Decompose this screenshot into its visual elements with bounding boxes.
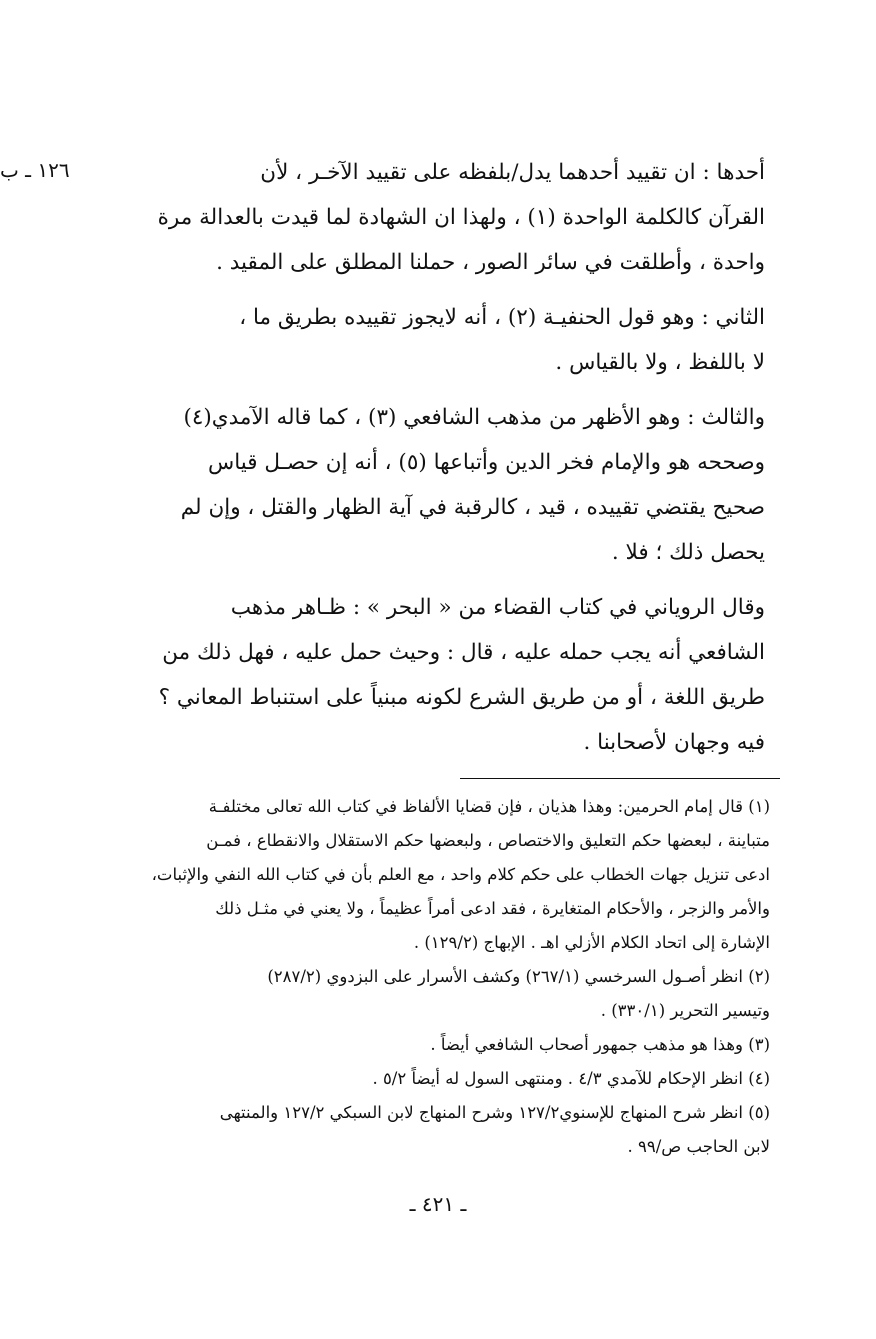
paragraph-first [120,150,765,285]
text-line: والثالث : وهو الأظهر من مذهب الشافعي (٣) ، كما قاله الآمدي(٤) [183,405,765,430]
footnote-divider [460,778,780,779]
footnote-line: وتيسير التحرير (٣٣٠/١) . [600,1001,770,1020]
paragraph-fourth [120,585,765,765]
text-line: أحدها : ان تقييد أحدهما يدل/بلفظه على تقييد الآخـر ، لأن [260,160,765,185]
footnote-line: (١) قال إمام الحرمين: وهذا هذيان ، فإن قضايا الألفاظ في كتاب الله تعالى مختلفـة [208,797,770,816]
footnote-line: (٣) وهذا هو مذهب جمهور أصحاب الشافعي أيضاً . [430,1035,770,1054]
main-text [120,150,765,765]
text-line: صحيح يقتضي تقييده ، قيد ، كالرقبة في آية الظهار والقتل ، وإن لم [180,495,765,520]
footnotes [120,790,770,1164]
text-line: وصححه هو والإمام فخر الدين وأتباعها (٥) ، أنه إن حصـل قياس [208,450,765,475]
text-line: الشافعي أنه يجب حمله عليه ، قال : وحيث حمل عليه ، فهل ذلك من [162,640,765,665]
text-line: طريق اللغة ، أو من طريق الشرع لكونه مبنياً على استنباط المعاني ؟ [158,685,765,710]
footnote-line: (٢) انظر أصـول السرخسي (٢٦٧/١) وكشف الأسرار على البزدوي (٢٨٧/٢) [267,967,770,986]
paragraph-second [120,295,765,385]
margin-folio-note: ١٢٦ ـ ب [0,158,70,182]
footnote-line: ادعى تنزيل جهات الخطاب على حكم كلام واحد ، مع العلم بأن في كتاب الله النفي والإثبات، [151,865,770,884]
paragraph-third [120,395,765,575]
text-line: فيه وجهان لأصحابنا . [583,730,765,755]
footnote-line: والأمر والزجر ، والأحكام المتغايرة ، فقد ادعى أمراً عظيماً ، ولا يعني في مثـل ذلك [215,899,770,918]
text-line: وقال الروياني في كتاب القضاء من « البحر » : ظـاهر مذهب [230,595,765,620]
text-line: يحصل ذلك ؛ فلا . [611,540,765,565]
footnote-line: الإشارة إلى اتحاد الكلام الأزلي اهـ . الإبهاج (١٢٩/٢) . [413,933,770,952]
text-line: لا باللفظ ، ولا بالقياس . [555,350,765,375]
text-line: الثاني : وهو قول الحنفيـة (٢) ، أنه لايجوز تقييده بطريق ما ، [239,305,765,330]
text-line: القرآن كالكلمة الواحدة (١) ، ولهذا ان الشهادة لما قيدت بالعدالة مرة [157,205,765,230]
footnote-line: متباينة ، لبعضها حكم التعليق والاختصاص ، ولبعضها حكم الاستقلال والانقطاع ، فمـن [206,831,770,850]
footnote-line: (٤) انظر الإحكام للآمدي ٤/٣ . ومنتهى السول له أيضاً ٥/٢ . [372,1069,770,1088]
footnote-line: (٥) انظر شرح المنهاج للإسنوي١٢٧/٢ وشرح المنهاج لابن السبكي ١٢٧/٢ والمنتهى [219,1103,770,1122]
text-line: واحدة ، وأطلقت في سائر الصور ، حملنا المطلق على المقيد . [216,250,765,275]
footnote-line: لابن الحاجب ص/٩٩ . [627,1137,770,1156]
page-number: ـ ٤٢١ ـ [409,1192,467,1216]
